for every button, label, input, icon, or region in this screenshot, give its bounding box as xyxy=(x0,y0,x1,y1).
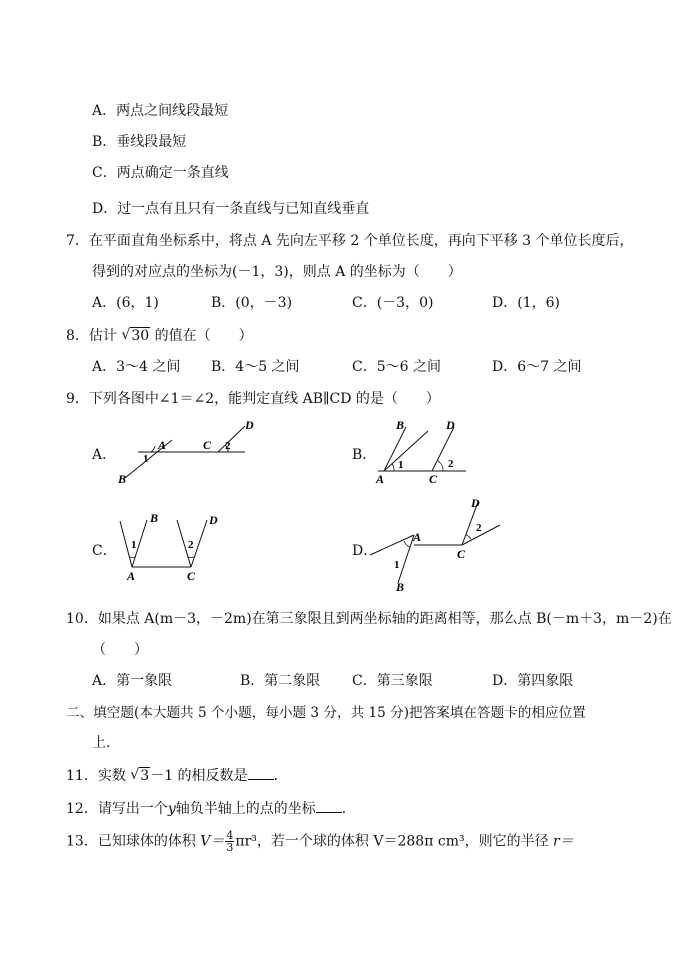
q8-option-c: C．5～6 之间 xyxy=(352,359,441,375)
q12-answer-blank[interactable] xyxy=(316,800,342,813)
q10-option-b: B．第二象限 xyxy=(240,673,321,689)
q12-prefix: 12．请写出一个 xyxy=(66,801,168,817)
fig-b-point-c: C xyxy=(429,472,438,486)
q8-option-b: B．4～5 之间 xyxy=(211,359,300,375)
fig-a-point-c: C xyxy=(203,438,212,452)
fig-c-point-c: C xyxy=(187,569,196,583)
fig-b-point-a: A xyxy=(376,472,385,486)
q13-prefix: 13．已知球体的体积 xyxy=(66,833,196,850)
q6-option-c: C．两点确定一条直线 xyxy=(92,165,229,181)
q8-sqrt: √ 30 xyxy=(121,327,150,344)
q11-stem xyxy=(66,765,288,785)
q7-option-d: D．(1，6) xyxy=(492,295,560,311)
q9-label-d: D． xyxy=(352,543,378,559)
fig-b-point-d: D xyxy=(446,418,455,432)
fig-a-angle-1: 1 xyxy=(143,453,149,465)
q8-stem xyxy=(66,325,253,345)
q13-frac-den: 3 xyxy=(226,841,234,854)
q9-label-a: A． xyxy=(92,447,117,463)
fig-c-angle-2: 2 xyxy=(188,539,194,551)
fig-c-point-d: D xyxy=(209,513,218,527)
q6-option-d: D．过一点有且只有一条直线与已知直线垂直 xyxy=(92,201,370,217)
q9-figure-a xyxy=(110,415,260,490)
q7-stem-line2: 得到的对应点的坐标为(－1，3)，则点 A 的坐标为（ ） xyxy=(92,264,462,280)
fig-b-angle-1: 1 xyxy=(398,459,404,471)
fig-d-point-c: C xyxy=(457,547,466,561)
fig-c-point-a: A xyxy=(127,569,136,583)
q12-suffix: ． xyxy=(341,801,356,817)
q8-prefix: 8．估计 xyxy=(66,328,117,344)
q10-option-d: D．第四象限 xyxy=(492,673,574,689)
q12-var: y xyxy=(167,801,176,817)
q11-suffix: ． xyxy=(273,768,288,784)
section-2-heading-line2: 上. xyxy=(92,735,111,751)
q10-stem-line1: 10．如果点 A(m－3，－2m)在第三象限且到两坐标轴的距离相等，那么点 B(－m＋3，m－2)在 xyxy=(66,611,672,627)
q13-fraction xyxy=(225,830,234,853)
q10-option-a: A．第一象限 xyxy=(92,673,173,689)
fig-b-point-b: B xyxy=(396,418,405,432)
q10-option-c: C．第三象限 xyxy=(352,673,433,689)
q9-label-c: C． xyxy=(92,543,117,559)
q8-option-a: A．3～4 之间 xyxy=(92,359,181,375)
q13-v2: V＝288π cm³，则它的半径 xyxy=(373,833,549,850)
q10-stem-line2: （ ） xyxy=(92,642,148,658)
fig-a-point-d: D xyxy=(245,418,254,432)
q13-frac-num: 4 xyxy=(226,829,234,842)
q11-sqrt: √ 3 xyxy=(130,767,150,784)
q13-v: V＝ xyxy=(200,833,225,850)
fig-d-point-a: A xyxy=(413,530,422,544)
q6-option-a: A．两点之间线段最短 xyxy=(92,103,229,119)
fig-d-angle-1: 1 xyxy=(394,559,400,571)
q7-stem-line1: 7．在平面直角坐标系中，将点 A 先向左平移 2 个单位长度，再向下平移 3 个单位长度后， xyxy=(66,233,634,249)
q13-stem xyxy=(66,830,574,853)
q7-option-b: B．(0，－3) xyxy=(211,295,293,311)
section-2-heading-line1: 二、填空题(本大题共 5 个小题，每小题 3 分，共 15 分)把答案填在答题卡的相应位置 xyxy=(66,705,586,721)
q11-prefix: 11．实数 xyxy=(66,768,126,784)
q7-option-a: A．(6，1) xyxy=(92,295,159,311)
q9-stem: 9．下列各图中∠1＝∠2，能判定直线 AB∥CD 的是（ ） xyxy=(66,391,440,407)
q11-answer-blank[interactable] xyxy=(248,767,274,780)
fig-c-angle-1: 1 xyxy=(131,539,137,551)
fig-a-point-a: A xyxy=(158,438,167,452)
fig-d-point-b: B xyxy=(396,580,405,594)
q8-option-d: D．6～7 之间 xyxy=(492,359,582,375)
q13-after-frac: πr³，若一个球的体积 xyxy=(235,833,369,850)
fig-d-point-d: D xyxy=(471,496,480,510)
fig-b-angle-2: 2 xyxy=(448,458,454,470)
q8-radicand: 30 xyxy=(131,328,150,344)
fig-c-point-b: B xyxy=(150,511,159,525)
fig-a-point-b: B xyxy=(118,472,127,486)
q9-figure-c xyxy=(110,508,235,586)
q8-suffix: 的值在（ ） xyxy=(154,328,253,344)
fig-d-angle-2: 2 xyxy=(476,522,482,534)
fig-a-angle-2: 2 xyxy=(225,440,231,452)
q11-radicand: 3 xyxy=(140,768,150,784)
q6-option-b: B．垂线段最短 xyxy=(92,134,187,150)
q7-option-c: C．(－3，0) xyxy=(352,295,434,311)
q9-figure-b xyxy=(370,415,480,490)
q9-label-b: B． xyxy=(352,447,377,463)
q9-figure-d xyxy=(370,495,510,595)
q12-stem xyxy=(66,798,356,818)
q13-r: r＝ xyxy=(553,833,574,850)
q11-middle: －1 的相反数是 xyxy=(150,768,248,784)
q12-middle: 轴负半轴上的点的坐标 xyxy=(175,801,316,817)
